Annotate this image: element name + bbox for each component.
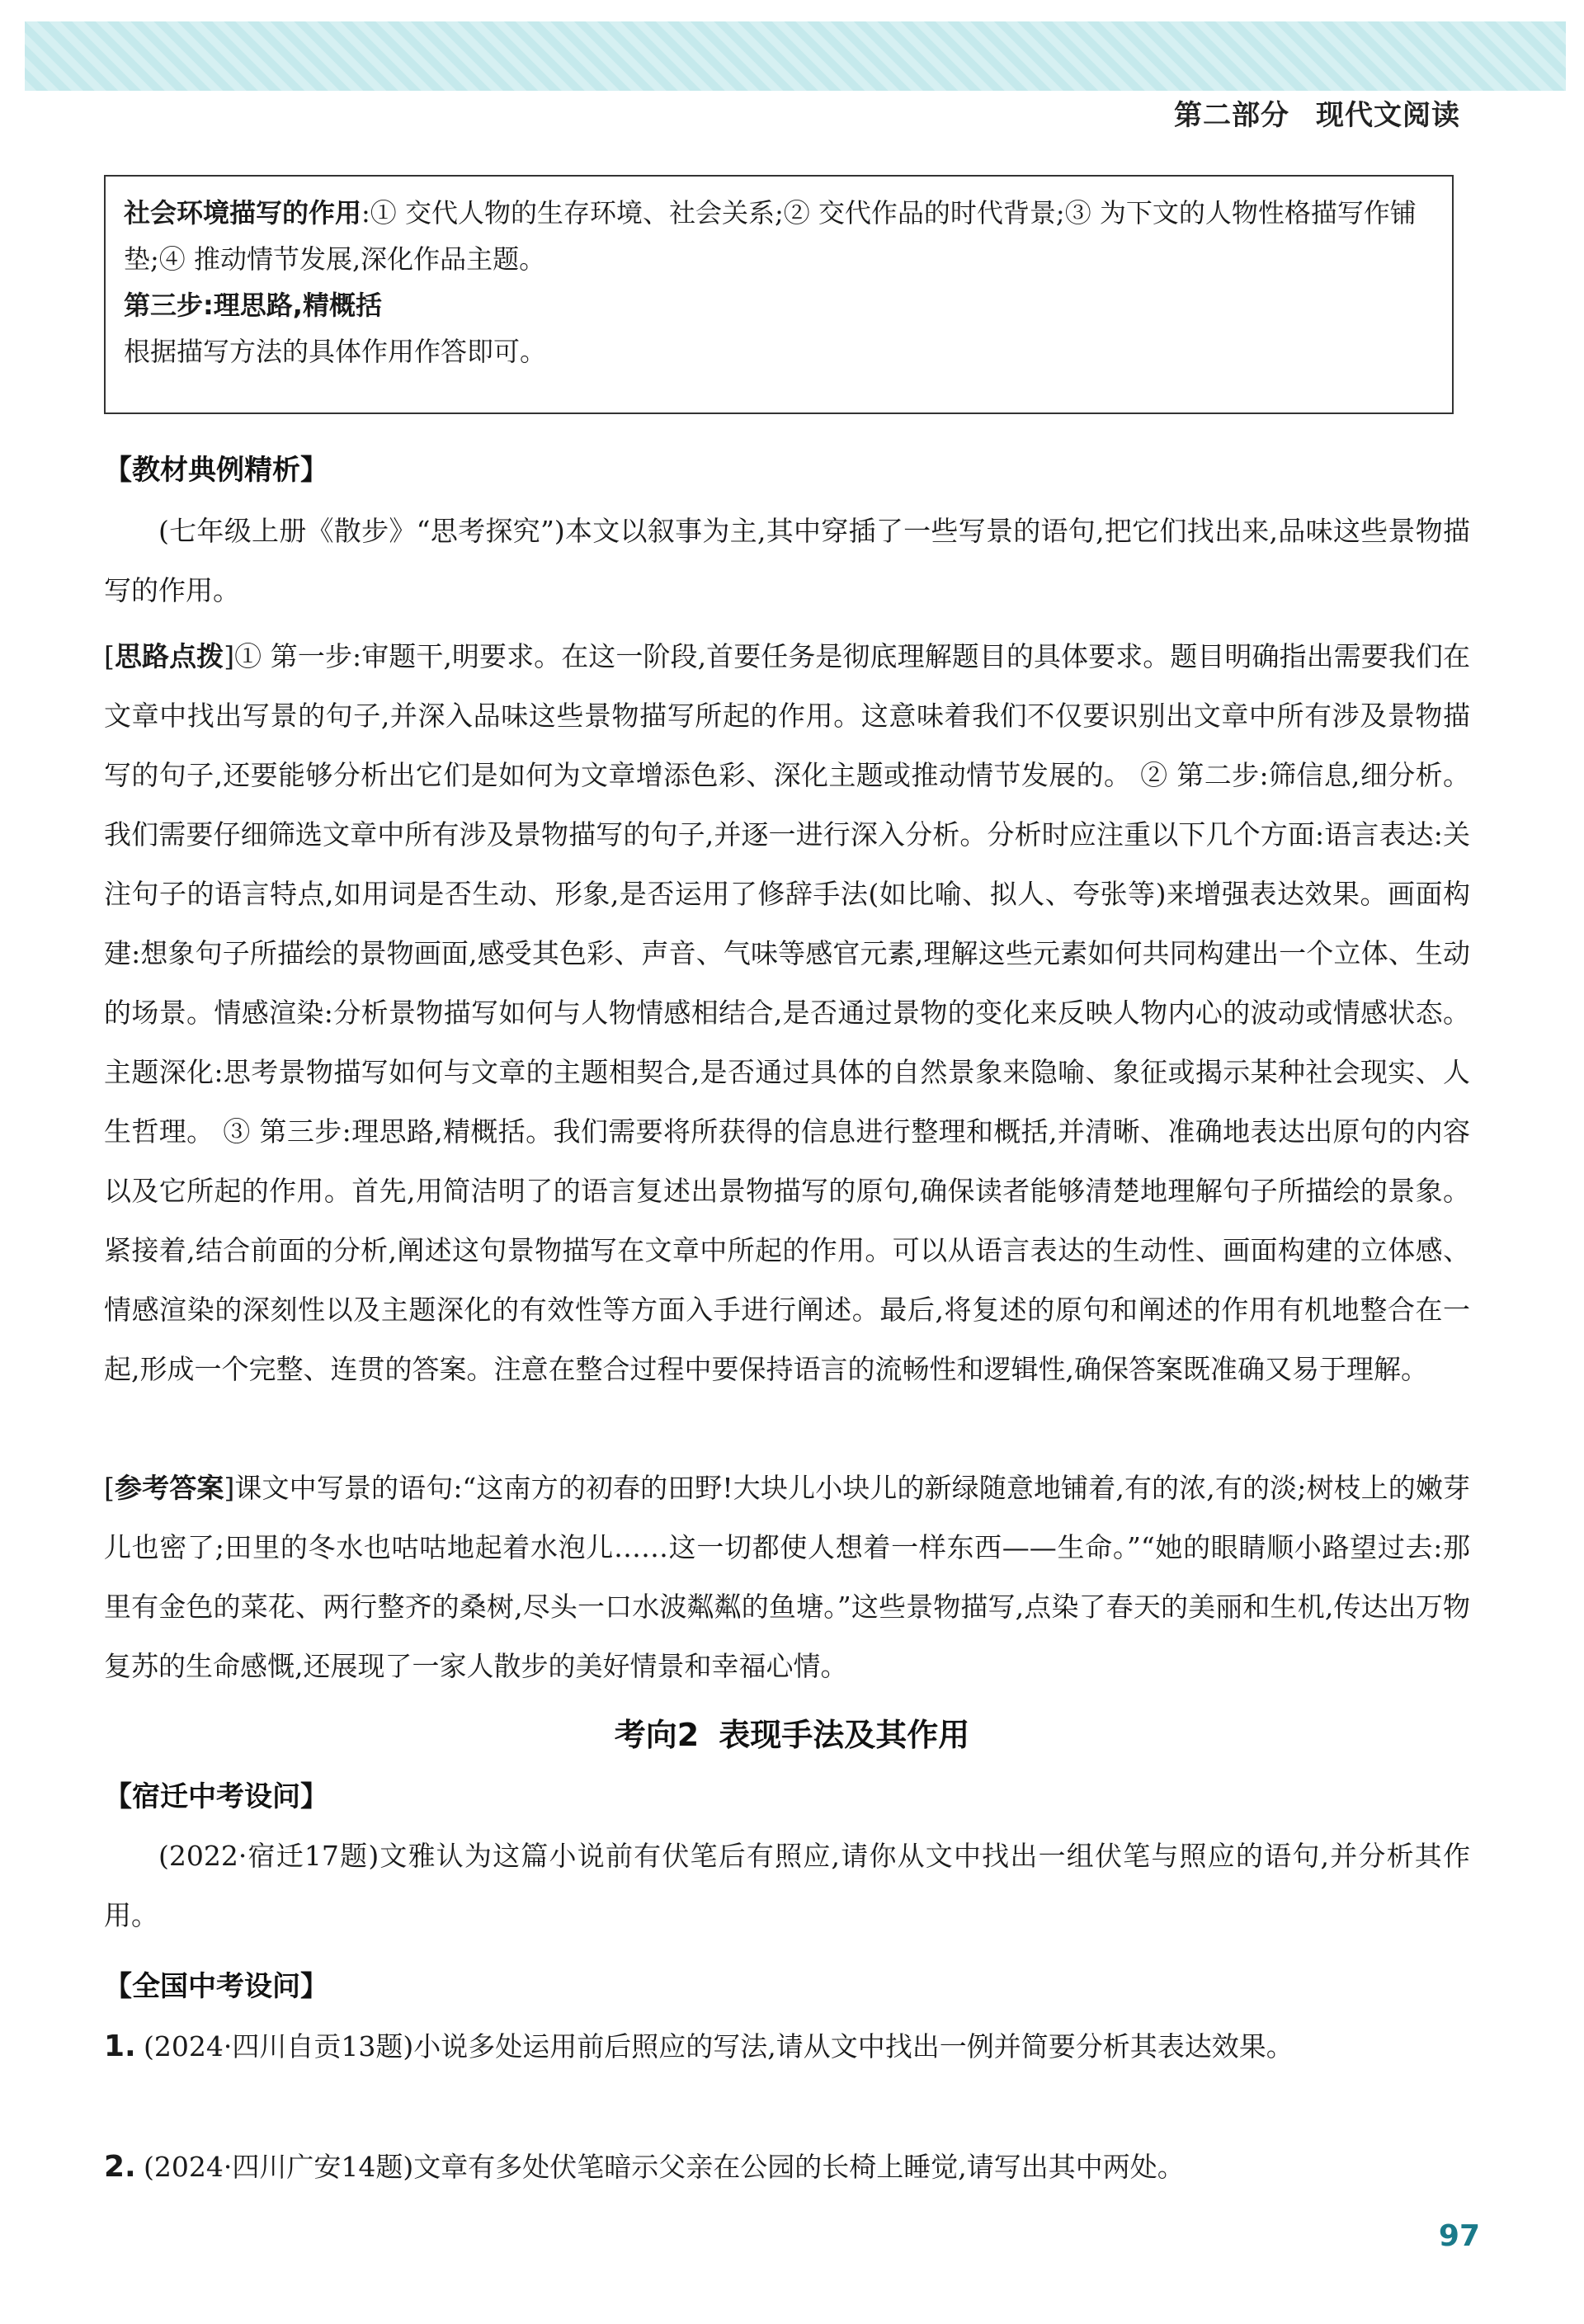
header-part: 第二部分 (1174, 99, 1289, 132)
question-text: (2024·四川广安14题)文章有多处伏笔暗示父亲在公园的长椅上睡觉,请写出其中两处。 (144, 2151, 1185, 2183)
page-number: 97 (1438, 2219, 1480, 2253)
topic-title: 表现手法及其作用 (719, 1717, 970, 1753)
suqian-label: 【宿迁中考设问】 (104, 1780, 328, 1813)
hint-paragraph: [思路点拨]① 第一步:审题干,明要求。在这一阶段,首要任务是彻底理解题目的具体要求。题目明确指出需要我们在文章中找出写景的句子,并深入品味这些景物描写所起的作用。这意味着我们不仅要识别出文章中所有涉及景物描写的句子,还要能够分析出它们是如何为文章增添色彩、深化主题或推动情节发展的。 ② 第二步:筛信息,细分析。我们需要仔细筛选文章中所有涉及景物描写的句子,并逐一进行深入分析。分析时应注重以下几个方面:语言表达:关注句子的语言特点,如用词是否生动、形象,是否运用了修辞手法(如比喻、拟人、夸张等)来增强表达效果。画面构建:想象句子所描绘的景物画面,感受其色彩、声音、气味等感官元素,理解这些元素如何共同构建出一个立体、生动的场景。情感渲染:分析景物描写如何与人物情感相结合,是否通过景物的变化来反映人物内心的波动或情感状态。主题深化:思考景物描写如何与文章的主题相契合,是否通过具体的自然景象来隐喻、象征或揭示某种社会现实、人生哲理。 ③ 第三步:理思路,精概括。我们需要将所获得的信息进行整理和概括,并清晰、准确地表达出原句的内容以及它所起的作用。首先,用简洁明了的语言复述出景物描写的原句,确保读者能够清楚地理解句子所描绘的景象。紧接着,结合前面的分析,阐述这句景物描写在文章中所起的作用。可以从语言表达的生动性、画面构建的立体感、情感渲染的深刻性以及主题深化的有效性等方面入手进行阐述。最后,将复述的原句和阐述的作用有机地整合在一起,形成一个完整、连贯的答案。注意在整合过程中要保持语言的流畅性和逻辑性,确保答案既准确又易于理解。 (104, 640, 1471, 1385)
textbook-question: (七年级上册《散步》“思考探究”)本文以叙事为主,其中穿插了一些写景的语句,把它们找出来,品味这些景物描写的作用。 (104, 515, 1470, 606)
national-question-2 (104, 2138, 1470, 2196)
hint-tag: 思路点拨 (114, 640, 224, 672)
textbook-example-label: 【教材典例精析】 (104, 454, 328, 487)
box-lead: 社会环境描写的作用 (124, 197, 362, 229)
topic-number: 考向2 (614, 1717, 700, 1753)
header-decorative-band (25, 21, 1566, 91)
question-number: 2. (104, 2150, 136, 2184)
answer-text: 课文中写景的语句:“这南方的初春的田野!大块儿小块儿的新绿随意地铺着,有的浓,有的淡;树枝上的嫩芽儿也密了;田里的冬水也咕咕地起着水泡儿……这一切都使人想着一样东西——生命。”“她的眼睛顺小路望过去:那里有金色的菜花、两行整齐的桑树,尽头一口水波粼粼的鱼塘。”这些景物描写,点染了春天的美丽和生机,传达出万物复苏的生命感慨,还展现了一家人散步的美好情景和幸福心情。 (104, 1472, 1470, 1682)
topic-heading (0, 1709, 1584, 1755)
step3-text: 根据描写方法的具体作用作答即可。 (124, 336, 547, 367)
national-question-1 (104, 2018, 1470, 2076)
national-label: 【全国中考设问】 (104, 1970, 328, 2003)
header-section: 现代文阅读 (1316, 99, 1460, 132)
method-box (104, 175, 1454, 414)
box-line-social (124, 190, 1434, 282)
question-number: 1. (104, 2029, 136, 2063)
step3-title: 第三步:理思路,精概括 (124, 290, 382, 321)
hint-text: ① 第一步:审题干,明要求。在这一阶段,首要任务是彻底理解题目的具体要求。题目明确指出需要我们在文章中找出写景的句子,并深入品味这些景物描写所起的作用。这意味着我们不仅要识别出文章中所有涉及景物描写的句子,还要能够分析出它们是如何为文章增添色彩、深化主题或推动情节发展的。 ② 第二步:筛信息,细分析。我们需要仔细筛选文章中所有涉及景物描写的句子,并逐一进行深入分析。分析时应注重以下几个方面:语言表达:关注句子的语言特点,如用词是否生动、形象,是否运用了修辞手法(如比喻、拟人、夸张等)来增强表达效果。画面构建:想象句子所描绘的景物画面,感受其色彩、声音、气味等感官元素,理解这些元素如何共同构建出一个立体、生动的场景。情感渲染:分析景物描写如何与人物情感相结合,是否通过景物的变化来反映人物内心的波动或情感状态。主题深化:思考景物描写如何与文章的主题相契合,是否通过具体的自然景象来隐喻、象征或揭示某种社会现实、人生哲理。 ③ 第三步:理思路,精概括。我们需要将所获得的信息进行整理和概括,并清晰、准确地表达出原句的内容以及它所起的作用。首先,用简洁明了的语言复述出景物描写的原句,确保读者能够清楚地理解句子所描绘的景象。紧接着,结合前面的分析,阐述这句景物描写在文章中所起的作用。可以从语言表达的生动性、画面构建的立体感、情感渲染的深刻性以及主题深化的有效性等方面入手进行阐述。最后,将复述的原句和阐述的作用有机地整合在一起,形成一个完整、连贯的答案。注意在整合过程中要保持语言的流畅性和逻辑性,确保答案既准确又易于理解。 (104, 640, 1471, 1385)
running-header (1174, 92, 1460, 133)
box-line1-text: :① 交代人物的生存环境、社会关系;② 交代作品的时代背景;③ 为下文的人物性格描写作铺垫;④ 推动情节发展,深化作品主题。 (124, 197, 1417, 275)
answer-tag: 参考答案 (114, 1472, 224, 1504)
answer-paragraph: [参考答案]课文中写景的语句:“这南方的初春的田野!大块儿小块儿的新绿随意地铺着,有的浓,有的淡;树枝上的嫩芽儿也密了;田里的冬水也咕咕地起着水泡儿……这一切都使人想着一样东西——生命。”“她的眼睛顺小路望过去:那里有金色的菜花、两行整齐的桑树,尽头一口水波粼粼的鱼塘。”这些景物描写,点染了春天的美丽和生机,传达出万物复苏的生命感慨,还展现了一家人散步的美好情景和幸福心情。 (104, 1472, 1470, 1682)
question-text: (2024·四川自贡13题)小说多处运用前后照应的写法,请从文中找出一例并简要分析其表达效果。 (144, 2030, 1294, 2062)
suqian-question: (2022·宿迁17题)文雅认为这篇小说前有伏笔后有照应,请你从文中找出一组伏笔与照应的语句,并分析其作用。 (104, 1840, 1470, 1931)
